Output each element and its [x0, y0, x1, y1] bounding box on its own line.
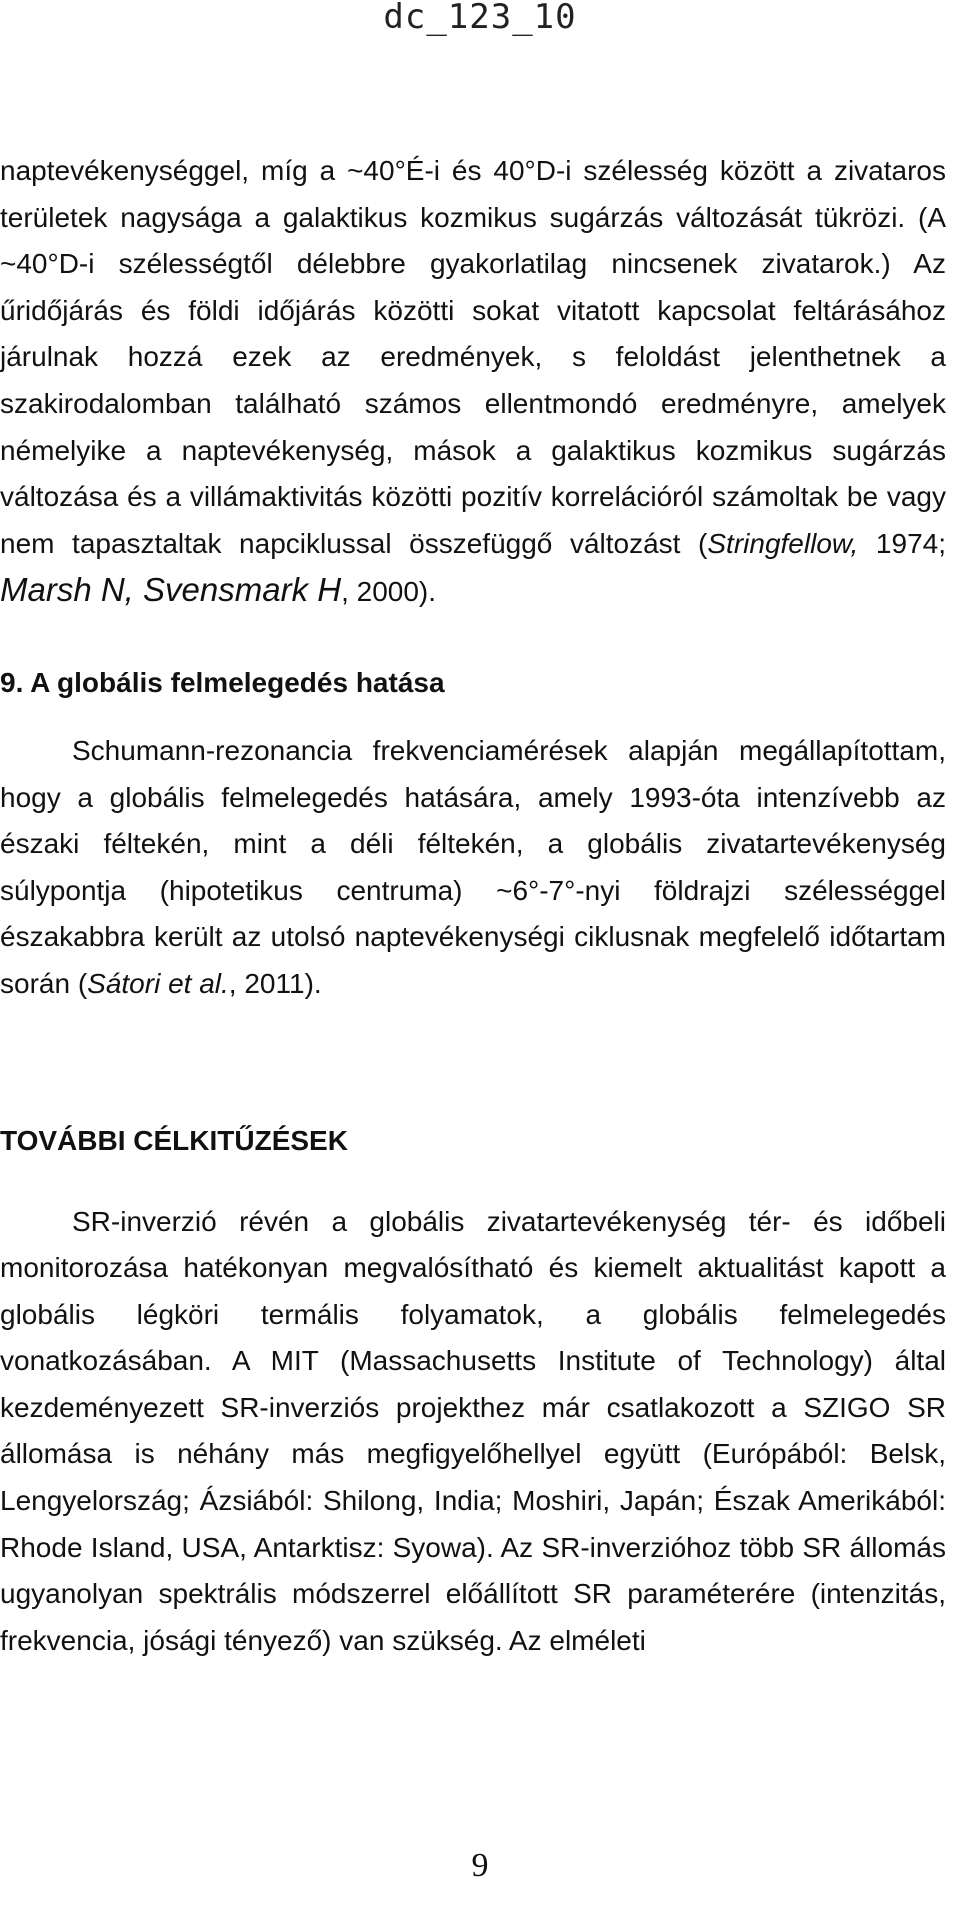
section-9-heading: 9. A globális felmelegedés hatása	[0, 666, 445, 698]
further-goals-paragraph: SR-inverzió révén a globális zivatartevékenység tér- és időbeli monitorozása hatékonyan megvalósítható és kiemelt aktualitást kapott a globális légköri termális folyamatok, a globális felmelegedés vonatkozásában. A MIT (Massachusetts Institute of Technology) által kezdeményezett SR-inverziós projekthez már csatlakozott a SZIGO SR állomása is néhány más megfigyelőhellyel együtt (Európából: Belsk, Lengyelország; Ázsiából: Shilong, India; Moshiri, Japán; Észak Amerikából: Rhode Island, USA, Antarktisz: Syowa). Az SR-inverzióhoz több SR állomás ugyanolyan spektrális módszerrel előállított SR paraméterére (intenzitás, frekvencia, jósági tényező) van szükség. Az elméleti	[0, 1205, 946, 1656]
section-9-paragraph	[0, 728, 946, 1008]
reference-year: , 2000).	[341, 576, 437, 608]
document-body	[0, 148, 946, 1664]
reference-author: Sátori et al.	[87, 967, 229, 999]
reference-author: Stringfellow,	[707, 527, 859, 559]
reference-authors: Marsh N, Svensmark H	[0, 571, 342, 609]
reference-year: 1974;	[858, 527, 946, 559]
paragraph-text: Schumann-rezonancia frekvenciamérések alapján megállapítottam, hogy a globális felmelegedés hatására, amely 1993-óta intenzívebb az északi féltekén, mint a déli féltekén, a globális zivatartevékenység súlypontja (hipotetikus centruma) ~6°-7°-nyi földrajzi szélességgel északabbra került az utolsó naptevékenységi ciklusnak megfelelő időtartam során (	[0, 734, 946, 999]
continued-paragraph	[0, 148, 946, 616]
paragraph-text: naptevékenységgel, míg a ~40°É-i és 40°D-i szélesség között a zivataros területek nagysága a galaktikus kozmikus sugárzás változását tükrözi. (A ~40°D-i szélességtől délebbre gyakorlatilag nincsenek zivatarok.) Az űridőjárás és földi időjárás közötti sokat vitatott kapcsolat feltárásához járulnak hozzá ezek az eredmények, s feloldást jelenthetnek a szakirodalomban található számos ellentmondó eredményre, amelyek némelyike a naptevékenység, mások a galaktikus kozmikus sugárzás változása és a villámaktivitás közötti pozitív korrelációról számoltak be vagy nem tapasztaltak napciklussal összefüggő változást (	[0, 155, 946, 559]
page-number: 9	[471, 1847, 489, 1884]
reference-year: , 2011).	[228, 967, 322, 999]
further-goals-heading: TOVÁBBI CÉLKITŰZÉSEK	[0, 1124, 348, 1156]
document-code: dc_123_10	[383, 0, 577, 37]
